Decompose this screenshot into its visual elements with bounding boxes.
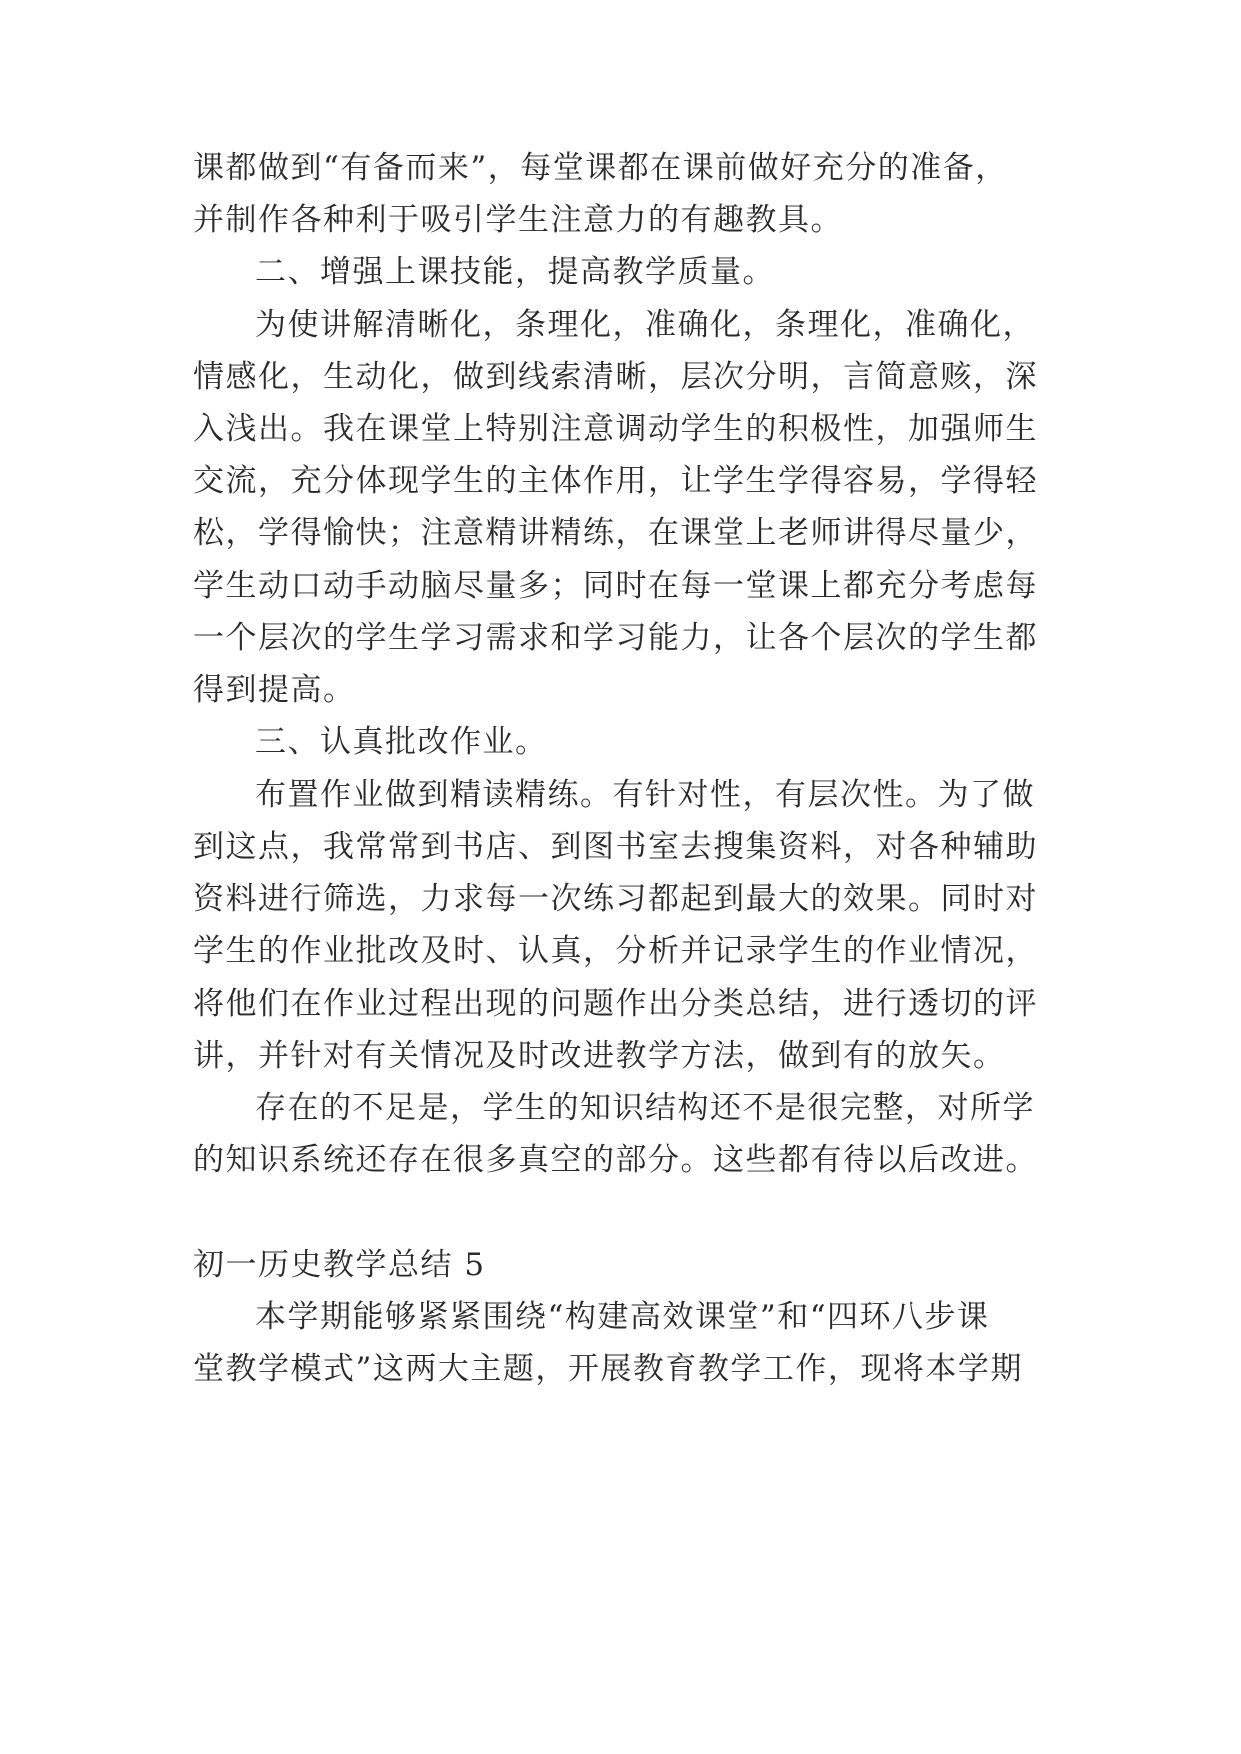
text-line: 课都做到“有备而来”，每堂课都在课前做好充分的准备， [193,150,1008,186]
text-line: 情感化，生动化，做到线索清晰，层次分明，言简意赅，深 [193,359,1038,395]
text-line: 将他们在作业过程出现的问题作出分类总结，进行透切的评 [193,986,1038,1022]
text-line: 松，学得愉快；注意精讲精练，在课堂上老师讲得尽量少， [193,515,1038,551]
text-line: 一个层次的学生学习需求和学习能力，让各个层次的学生都 [193,620,1038,656]
text-line: 学生的作业批改及时、认真，分析并记录学生的作业情况， [193,933,1038,969]
text-line: 学生动口动手动脑尽量多；同时在每一堂课上都充分考虑每 [193,568,1038,604]
document-title: 初一历史教学总结 5 [193,1247,486,1283]
text-line: 入浅出。我在课堂上特别注意调动学生的积极性，加强师生 [193,411,1038,447]
section-heading: 二、增强上课技能，提高教学质量。 [255,254,775,290]
paragraph-first-line: 布置作业做到精读精练。有针对性，有层次性。为了做 [255,777,1035,813]
text-line: 到这点，我常常到书店、到图书室去搜集资料，对各种辅助 [193,829,1038,865]
section-heading: 三、认真批改作业。 [255,724,548,760]
paragraph-first-line: 为使讲解清晰化，条理化，准确化，条理化，准确化， [255,307,1035,343]
text-line: 的知识系统还存在很多真空的部分。这些都有待以后改进。 [193,1142,1038,1178]
text-line: 并制作各种利于吸引学生注意力的有趣教具。 [193,202,843,238]
text-line: 堂教学模式”这两大主题，开展教育教学工作，现将本学期 [193,1351,1023,1387]
text-line: 资料进行筛选，力求每一次练习都起到最大的效果。同时对 [193,881,1038,917]
text-line: 讲，并针对有关情况及时改进教学方法，做到有的放矢。 [193,1038,1006,1074]
text-line: 得到提高。 [193,672,356,708]
text-line: 交流，充分体现学生的主体作用，让学生学得容易，学得轻 [193,463,1038,499]
paragraph-first-line: 本学期能够紧紧围绕“构建高效课堂”和“四环八步课 [255,1299,990,1335]
paragraph-first-line: 存在的不足是，学生的知识结构还不是很完整，对所学 [255,1090,1035,1126]
